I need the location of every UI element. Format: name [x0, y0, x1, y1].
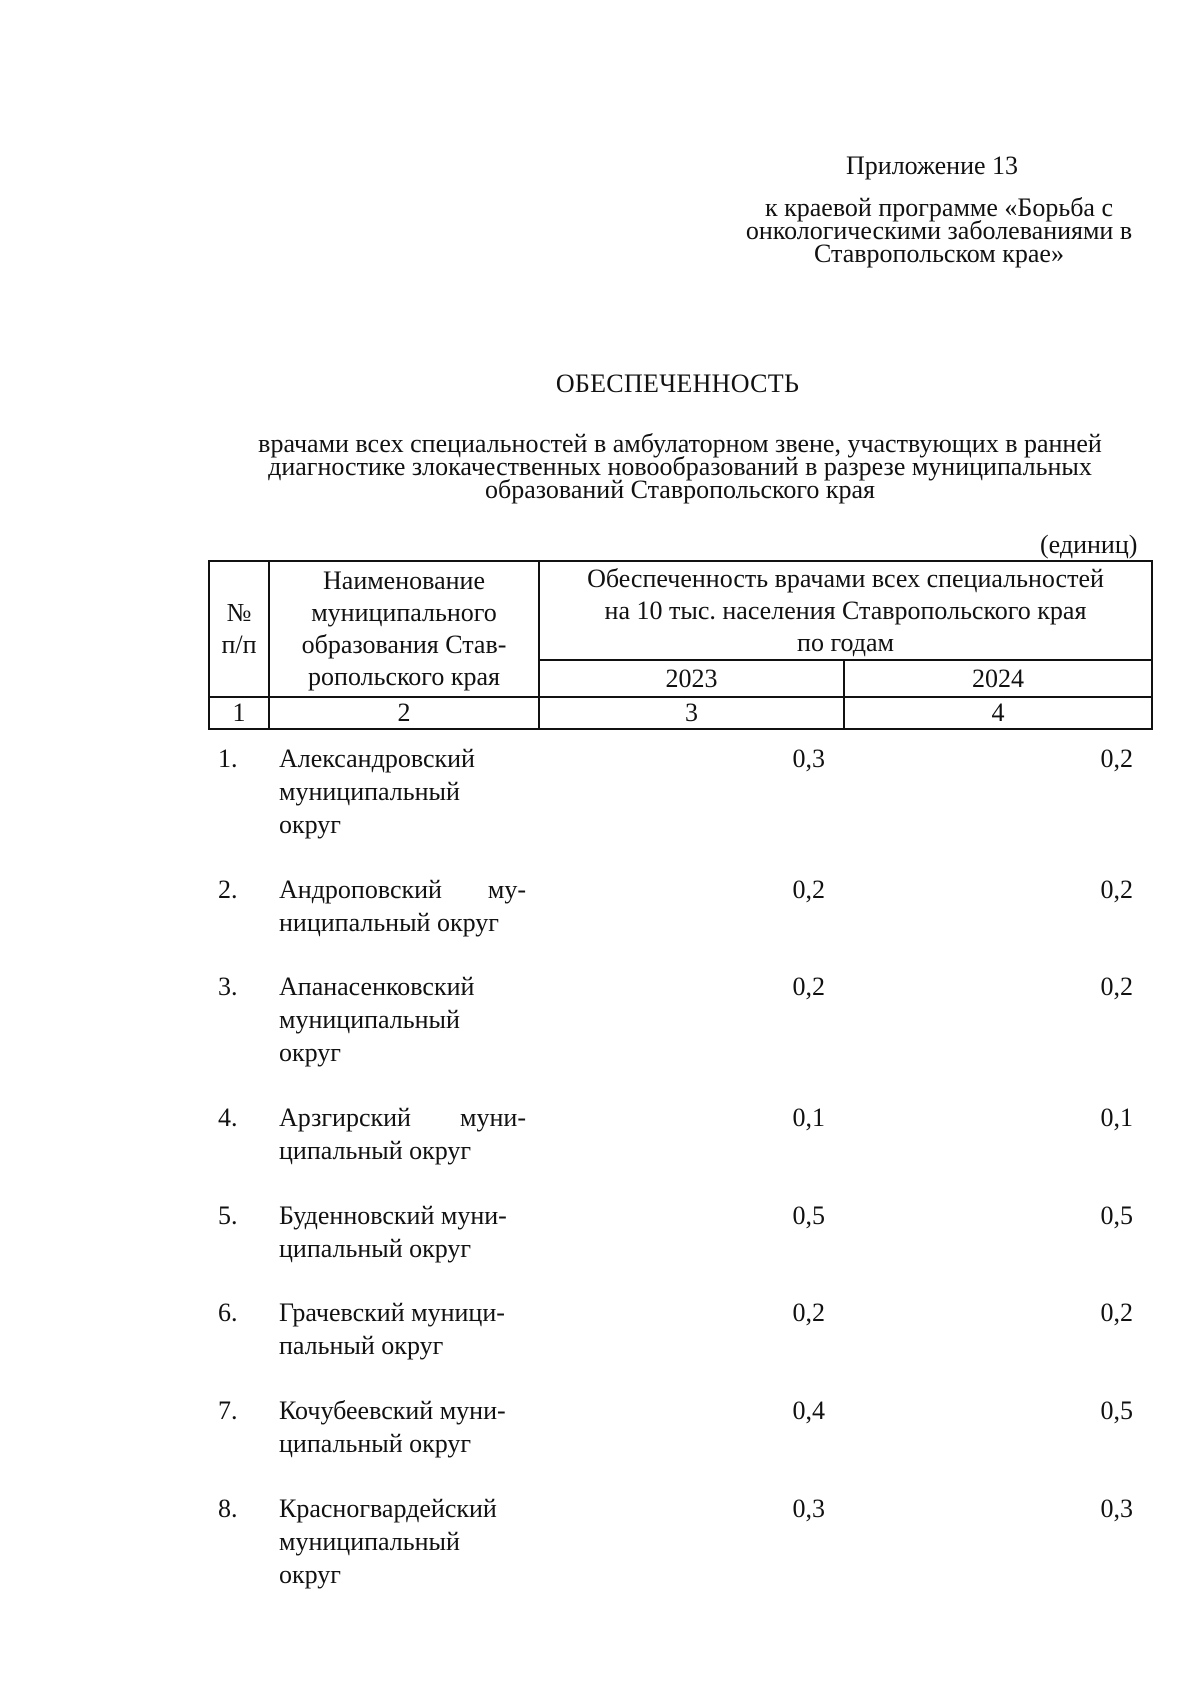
units-note: (единиц): [1040, 530, 1138, 559]
row-municipality: [279, 1101, 526, 1167]
header-number-cell: [210, 562, 268, 696]
row-value-2024: 0,2: [1100, 744, 1133, 773]
row-municipality: [279, 742, 526, 841]
row-number: 6.: [218, 1298, 238, 1327]
row-value-2023: 0,1: [792, 1103, 825, 1132]
column-index: 1: [232, 698, 246, 727]
header-name-line: образования Став-: [301, 630, 507, 659]
header-number-line: п/п: [221, 630, 257, 659]
row-value-2024: 0,5: [1100, 1201, 1133, 1230]
header-name-line: Наименование: [323, 566, 485, 595]
row-value-2024: 0,2: [1100, 1298, 1133, 1327]
row-municipality-line: ципальный округ: [279, 1234, 472, 1263]
row-value-2023: 0,2: [792, 972, 825, 1001]
column-index: 3: [685, 698, 698, 727]
row-value-2023: 0,4: [792, 1396, 825, 1425]
subtitle-line: врачами всех специальностей в амбулаторном звене, участвующих в ранней: [258, 429, 1102, 458]
header-group-line: по годам: [797, 627, 894, 657]
row-value-2024: 0,1: [1100, 1103, 1133, 1132]
header-year-2024: 2024: [972, 663, 1024, 693]
row-municipality-line: округ: [279, 810, 341, 839]
subtitle-line: диагностике злокачественных новообразований в разрезе муниципальных: [268, 452, 1092, 481]
row-value-2023: 0,3: [792, 744, 825, 773]
row-municipality-line: Апанасенковский: [279, 972, 475, 1001]
header-name-line: ропольского края: [308, 662, 500, 691]
row-municipality-line: муниципальный: [279, 1005, 460, 1034]
row-number: 5.: [218, 1201, 238, 1230]
header-group-line: на 10 тыс. населения Ставропольского края: [604, 595, 1087, 625]
row-municipality: [279, 1296, 526, 1362]
row-value-2024: 0,5: [1100, 1396, 1133, 1425]
row-value-2023: 0,3: [792, 1494, 825, 1523]
header-name-line: муниципального: [311, 598, 497, 627]
row-municipality-line: ниципальный округ: [279, 908, 499, 937]
row-value-2024: 0,2: [1100, 875, 1133, 904]
document-title: ОБЕСПЕЧЕННОСТЬ: [555, 369, 800, 398]
row-municipality-line: муниципальный: [279, 777, 460, 806]
row-municipality-line: Красногвардейский: [279, 1494, 497, 1523]
appendix-subtitle-line: онкологическими заболеваниями в: [745, 216, 1133, 245]
row-municipality: [279, 873, 526, 939]
row-value-2024: 0,3: [1100, 1494, 1133, 1523]
row-municipality: [279, 970, 526, 1069]
table-border: [1151, 560, 1153, 730]
row-municipality-line: Андроповский му-: [279, 875, 526, 904]
row-value-2024: 0,2: [1100, 972, 1133, 1001]
header-year-2023: 2023: [665, 663, 718, 693]
row-municipality-line: округ: [279, 1560, 341, 1589]
row-municipality-line: Грачевский муници-: [279, 1298, 505, 1327]
header-name-cell: [270, 562, 538, 696]
row-number: 3.: [218, 972, 238, 1001]
header-group-line: Обеспеченность врачами всех специальностей: [587, 563, 1104, 593]
header-group-cell: [540, 562, 1151, 659]
row-value-2023: 0,2: [792, 1298, 825, 1327]
row-municipality-line: округ: [279, 1038, 341, 1067]
row-municipality: [279, 1199, 526, 1265]
row-municipality-line: ципальный округ: [279, 1429, 472, 1458]
row-number: 8.: [218, 1494, 238, 1523]
row-number: 2.: [218, 875, 238, 904]
appendix-subtitle-line: Ставропольском крае»: [814, 239, 1064, 268]
row-municipality-line: Александровский: [279, 744, 475, 773]
row-municipality-line: ципальный округ: [279, 1136, 472, 1165]
row-value-2023: 0,2: [792, 875, 825, 904]
row-number: 4.: [218, 1103, 238, 1132]
appendix-subtitle-line: к краевой программе «Борьба с: [764, 193, 1114, 222]
row-municipality-line: пальный округ: [279, 1331, 444, 1360]
column-index: 4: [991, 698, 1005, 727]
column-index: 2: [397, 698, 411, 727]
table-border: [208, 728, 1153, 730]
row-municipality-line: Кочубеевский муни-: [279, 1396, 506, 1425]
row-municipality-line: Буденновский муни-: [279, 1201, 507, 1230]
row-municipality-line: Арзгирский муни-: [279, 1103, 526, 1132]
appendix-subtitle: [720, 193, 1158, 268]
row-number: 1.: [218, 744, 238, 773]
row-value-2023: 0,5: [792, 1201, 825, 1230]
document-subtitle: [208, 429, 1152, 504]
row-municipality: [279, 1394, 526, 1460]
row-number: 7.: [218, 1396, 238, 1425]
appendix-label: Приложение 13: [846, 151, 1019, 180]
header-number-line: №: [226, 598, 252, 627]
subtitle-line: образований Ставропольского края: [485, 475, 875, 504]
row-municipality: [279, 1492, 526, 1591]
row-municipality-line: муниципальный: [279, 1527, 460, 1556]
